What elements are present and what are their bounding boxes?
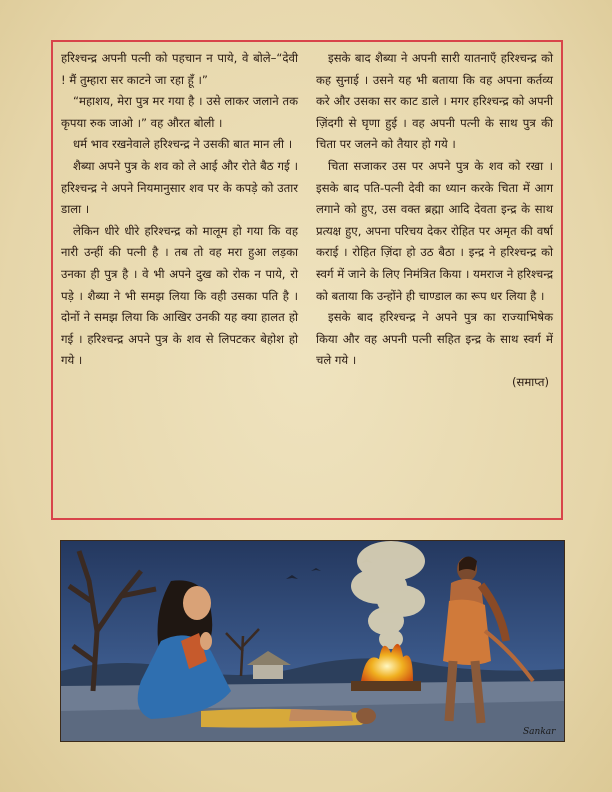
text-column-left [61, 48, 298, 512]
end-mark: (समाप्त) [512, 374, 549, 389]
paragraph: धर्म भाव रखनेवाले हरिश्चन्द्र ने उसकी बात मान ली । [73, 137, 293, 152]
paragraph: इसके बाद हरिश्चन्द्र ने अपने पुत्र का राज्याभिषेक किया और वह अपनी पत्नी सहित इन्द्र के साथ स्वर्ग में चले गये । [316, 310, 553, 368]
illustration-drawing [61, 541, 564, 741]
paragraph: इसके बाद शैब्या ने अपनी सारी यातनाएँ हरिश्चन्द्र को कह सुनाई । उसने यह भी बताया कि वह अपना कर्तव्य करे और उसका सर काट डाले । मगर हरिश्चन्द्र को अपनी ज़िंदगी से घृणा हुई । वह अपनी पत्नी के साथ पुत्र की चिता पर जलने को तैयार हो गये । [316, 51, 553, 152]
paragraph: शैब्या अपने पुत्र के शव को ले आई और रोते बैठ गई । हरिश्चन्द्र ने अपने नियमानुसार शव पर के कपड़े को उतार डाला । [61, 158, 298, 217]
paragraph: हरिश्चन्द्र अपनी पत्नी को पहचान न पाये, वे बोले–“देवी ! मैं तुम्हारा सर काटने जा रहा हूँ ।” [61, 51, 298, 87]
paragraph: चिता सजाकर उस पर अपने पुत्र के शव को रखा । इसके बाद पति-पत्नी देवी का ध्यान करके चिता में आग लगाने को हुए, उस वक्त ब्रह्मा आदि देवता इन्द्र के साथ प्रत्यक्ष हुए, अपना परिचय देकर रोहित पर अमृत की वर्षा कराई । रोहित ज़िंदा हो उठ बैठा । इन्द्र ने हरिश्चन्द्र को स्वर्ग में जाने के लिए निमंत्रित किया । यमराज ने हरिश्चन्द्र को बताया कि उन्होंने ही चाण्डाल का रूप धर लिया है । [316, 158, 553, 303]
text-column-right [316, 48, 553, 512]
paragraph: लेकिन धीरे धीरे हरिश्चन्द्र को मालूम हो गया कि वह नारी उन्हीं की पत्नी है । तब तो वह मरा हुआ लड़का उनका ही पुत्र है । वे भी अपने दुख को रोक न पाये, रो पड़े । शैब्या ने भी समझ लिया कि वही उसका पति है । दोनों ने समझ लिया कि आखिर उनकी यह क्या हालत हो गई । हरिश्चन्द्र अपने पुत्र के शव से लिपटकर बेहोश हो गये । [61, 223, 298, 368]
artist-signature: Sankar [523, 727, 556, 737]
funeral-pyre [351, 681, 421, 691]
cremation-ground-illustration [60, 540, 565, 742]
story-text-box [51, 40, 563, 520]
paragraph: “महाशय, मेरा पुत्र मर गया है । उसे लाकर जलाने तक कृपया रुक जाओ ।” वह औरत बोली । [61, 94, 298, 130]
